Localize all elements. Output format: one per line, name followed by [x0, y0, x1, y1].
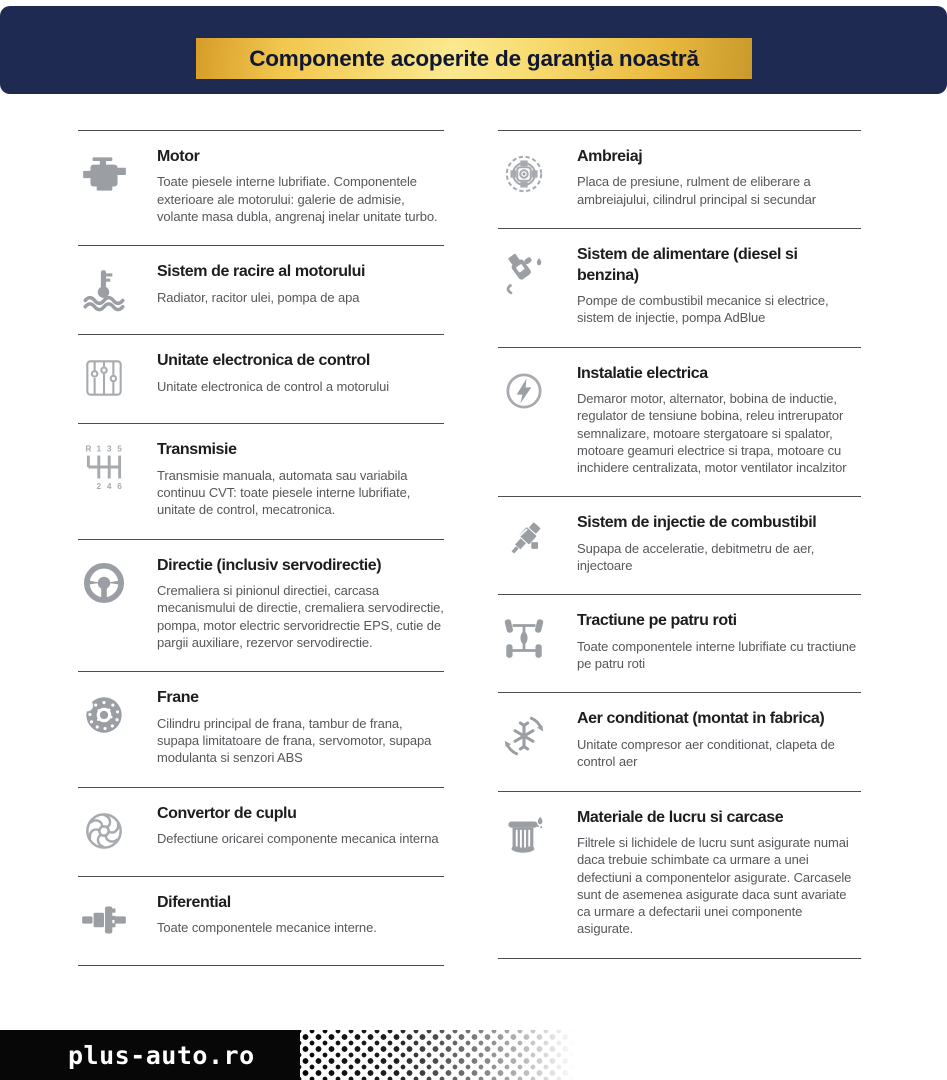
item-description: Radiator, racitor ulei, pompa de apa [157, 289, 360, 305]
page-title: Componente acoperite de garanţia noastră [249, 45, 699, 71]
item-title: Materiale de lucru si carcase [577, 808, 784, 826]
item-title: Tractiune pe patru roti [577, 612, 737, 630]
svg-text:5: 5 [117, 443, 122, 454]
oil-filter-icon [499, 810, 549, 860]
svg-text:4: 4 [106, 481, 112, 492]
engine-icon [79, 149, 129, 199]
item-title: Unitate electronica de control [157, 352, 370, 370]
item-description: Toate componentele interne lubrifiate cu tractiune pe patru roti [577, 638, 857, 672]
item-title: Instalatie electrica [577, 364, 708, 382]
footer-brand-block [0, 1030, 300, 1080]
item-title: Motor [157, 148, 200, 165]
warranty-item-fluids [498, 791, 861, 958]
item-title: Sistem de racire al motorului [157, 263, 366, 281]
svg-text:6: 6 [117, 481, 122, 492]
lightning-icon [499, 366, 549, 416]
warranty-item-motor [78, 130, 444, 245]
svg-text:2: 2 [96, 481, 102, 492]
fuel-nozzle-icon [499, 247, 549, 297]
warranty-item-ecu [78, 334, 444, 423]
item-description: Pompe de combustibil mecanice si electrice, sistem de injectie, pompa AdBlue [577, 292, 829, 326]
item-title: Sistem de injectie de combustibil [577, 514, 817, 532]
air-conditioning-icon [499, 711, 549, 761]
header-bar [0, 6, 947, 94]
warranty-item-ac [498, 692, 861, 790]
item-description: Supapa de acceleratie, debitmetru de aer, injectoare [577, 540, 815, 574]
svg-text:1: 1 [96, 443, 102, 454]
torque-converter-icon [79, 806, 129, 856]
item-description: Toate piesele interne lubrifiate. Componentele exterioare ale motorului: galerie de admisie, volante masa dubla, angrenaj inelar unitate turbo. [157, 174, 438, 225]
ecu-circuit-icon [79, 353, 129, 403]
item-title: Frane [157, 689, 199, 707]
item-description: Cremaliera si pinionul directiei, carcasa mecanismului de directie, cremaliera servodirectie, pompa, motor electric servoridrectie EPS, cutie de pargii auxiliare, rezervor servodirectie. [157, 583, 444, 650]
item-title: Convertor de cuplu [157, 804, 297, 822]
item-description: Demaror motor, alternator, bobina de inductie, regulator de tensiune bobina, releu intrerupator semnalizare, motoare stergatoare si spalator, motoare geamuri electrice si trapa, motoare cu inchidere centralizata, motor ventilator incalzitor [577, 391, 847, 476]
warranty-item-cooling [78, 245, 444, 334]
item-title: Ambreiaj [577, 148, 643, 165]
warranty-item-clutch [498, 130, 861, 228]
gearshift-pattern-icon [79, 442, 129, 492]
warranty-item-steering [78, 539, 444, 672]
item-description: Placa de presiune, rulment de eliberare a ambreiajului, cilindrul principal si secundar [577, 174, 817, 207]
item-title: Diferential [157, 893, 231, 911]
site-url: plus-auto.ro [68, 1040, 255, 1070]
item-title: Transmisie [157, 441, 237, 459]
title-banner [196, 38, 752, 79]
item-description: Defectiune oricarei componente mecanica interna [157, 831, 439, 846]
item-description: Filtrele si lichidele de lucru sunt asigurate numai daca trebuie schimbate ca urmare a unei defectiuni a componentelor asigurate. Carcasele sunt de asemenea asigurate daca sunt avariate ca urmare a defectarii unei componente asigurate. [577, 834, 852, 937]
item-title: Directie (inclusiv servodirectie) [157, 556, 382, 574]
column-end-divider [498, 958, 861, 959]
warranty-column-left [78, 130, 444, 966]
warranty-column-right [498, 130, 861, 959]
warranty-item-4wd [498, 594, 861, 692]
brake-disc-icon [79, 690, 129, 740]
four-wheel-drive-icon [499, 613, 549, 663]
warranty-item-transmission [78, 423, 444, 538]
item-description: Transmisie manuala, automata sau variabila continuu CVT: toate piesele interne lubrifiate, unitate de control, mecatronica. [157, 467, 411, 518]
fuel-injector-icon [499, 515, 549, 565]
warranty-item-fuel-injection [498, 496, 861, 594]
item-description: Toate componentele mecanice interne. [157, 920, 377, 935]
warranty-item-fuel-system [498, 228, 861, 347]
differential-icon [79, 895, 129, 945]
steering-wheel-icon [79, 558, 129, 608]
coolant-temperature-icon [79, 264, 129, 314]
item-description: Unitate compresor aer conditionat, clapeta de control aer [577, 736, 835, 770]
svg-text:3: 3 [106, 443, 112, 454]
item-title: Sistem de alimentare (diesel si benzina) [577, 246, 798, 284]
item-title: Aer conditionat (montat in fabrica) [577, 710, 825, 728]
warranty-item-torque-converter [78, 787, 444, 876]
clutch-disc-icon [499, 149, 549, 199]
halftone-pattern [299, 1030, 574, 1080]
warranty-item-differential [78, 876, 444, 965]
svg-text:R: R [85, 443, 92, 454]
item-description: Cilindru principal de frana, tambur de frana, supapa limitatoare de frana, servomotor, supapa modulanta si senzori ABS [157, 715, 432, 766]
item-description: Unitate electronica de control a motorului [157, 378, 390, 394]
warranty-item-brakes [78, 671, 444, 786]
footer-bar [0, 1030, 947, 1080]
column-end-divider [78, 965, 444, 966]
warranty-item-electrical [498, 347, 861, 497]
